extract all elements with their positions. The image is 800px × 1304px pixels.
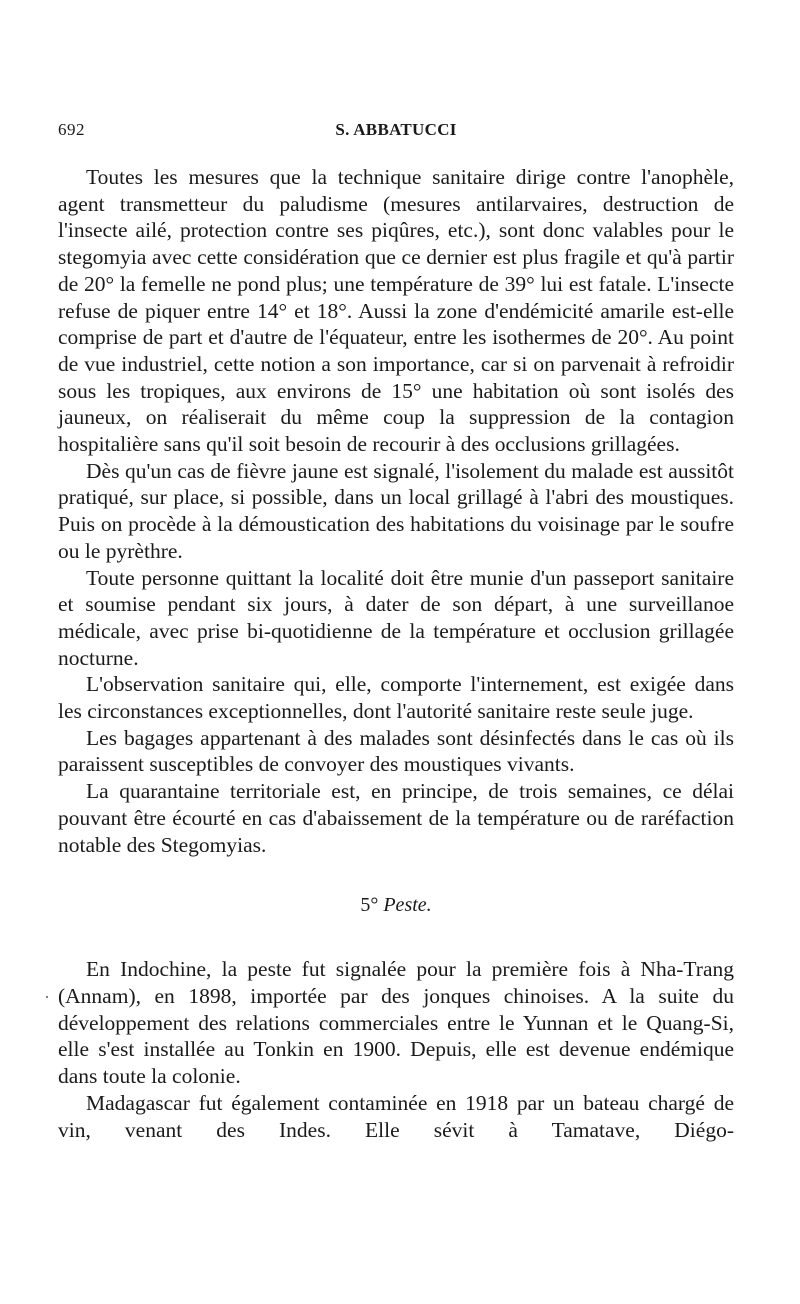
print-speck [46, 996, 48, 998]
page-header [58, 120, 734, 144]
body-text [58, 164, 734, 1143]
paragraph: L'observation sanitaire qui, elle, comporte l'internement, est exigée dans les circonstances exceptionnelles, dont l'autorité sanitaire reste seule juge. [58, 672, 734, 724]
section-heading [58, 892, 734, 918]
paragraph: La quarantaine territoriale est, en principe, de trois semaines, ce délai pouvant être écourté en cas d'abaissement de la température ou de raréfaction notable des Stegomyias. [58, 779, 734, 857]
page-number: 692 [58, 120, 85, 139]
paragraph: Toute personne quittant la localité doit être munie d'un passeport sanitaire et soumise pendant six jours, à dater de son départ, à une surveillanoe médicale, avec prise bi-quotidienne de la température et occlusion grillagée nocturne. [58, 565, 734, 670]
running-head: S. ABBATUCCI [335, 120, 457, 139]
paragraph: Les bagages appartenant à des malades sont désinfectés dans le cas où ils paraissent susceptibles de convoyer des moustiques vivants. [58, 725, 734, 777]
paragraph: Dès qu'un cas de fièvre jaune est signalé, l'isolement du malade est aussitôt pratiqué, sur place, si possible, dans un local grillagé à l'abri des moustiques. Puis on procède à la démoustication des habitations du voisinage par le soufre ou le pyrèthre. [58, 458, 734, 563]
paragraph: Madagascar fut également contaminée en 1918 par un bateau chargé de vin, venant des Indes. Elle sévit à Tamatave, Diégo- [58, 1090, 734, 1142]
paragraph: En Indochine, la peste fut signalée pour la première fois à Nha-Trang (Annam), en 1898, importée par des jonques chinoises. A la suite du développement des relations commerciales entre le Yunnan et le Quang-Si, elle s'est installée au Tonkin en 1900. Depuis, elle est devenue endémique dans toute la colonie. [58, 957, 734, 1089]
section-title: Peste. [383, 894, 432, 917]
paragraph: Toutes les mesures que la technique sanitaire dirige contre l'anophèle, agent transmetteur du paludisme (mesures antilarvaires, destruction de l'insecte ailé, protection contre ses piqûres, etc.), sont donc valables pour le stegomyia avec cette considération que ce dernier est plus fragile et qu'à partir de 20° la femelle ne pond plus; une température de 39° lui est fatale. L'insecte refuse de piquer entre 14° et 18°. Aussi la zone d'endémicité amarile est-elle comprise de part et d'autre de l'équateur, entre les isothermes de 20°. Au point de vue industriel, cette notion a son importance, car si on parvenait à refroidir sous les tropiques, aux environs de 15° une habitation où sont isolés des jauneux, on réaliserait du même coup la suppression de la contagion hospitalière sans qu'il soit besoin de recourir à des occlusions grillagées. [58, 165, 734, 457]
section-number: 5° [360, 894, 379, 917]
